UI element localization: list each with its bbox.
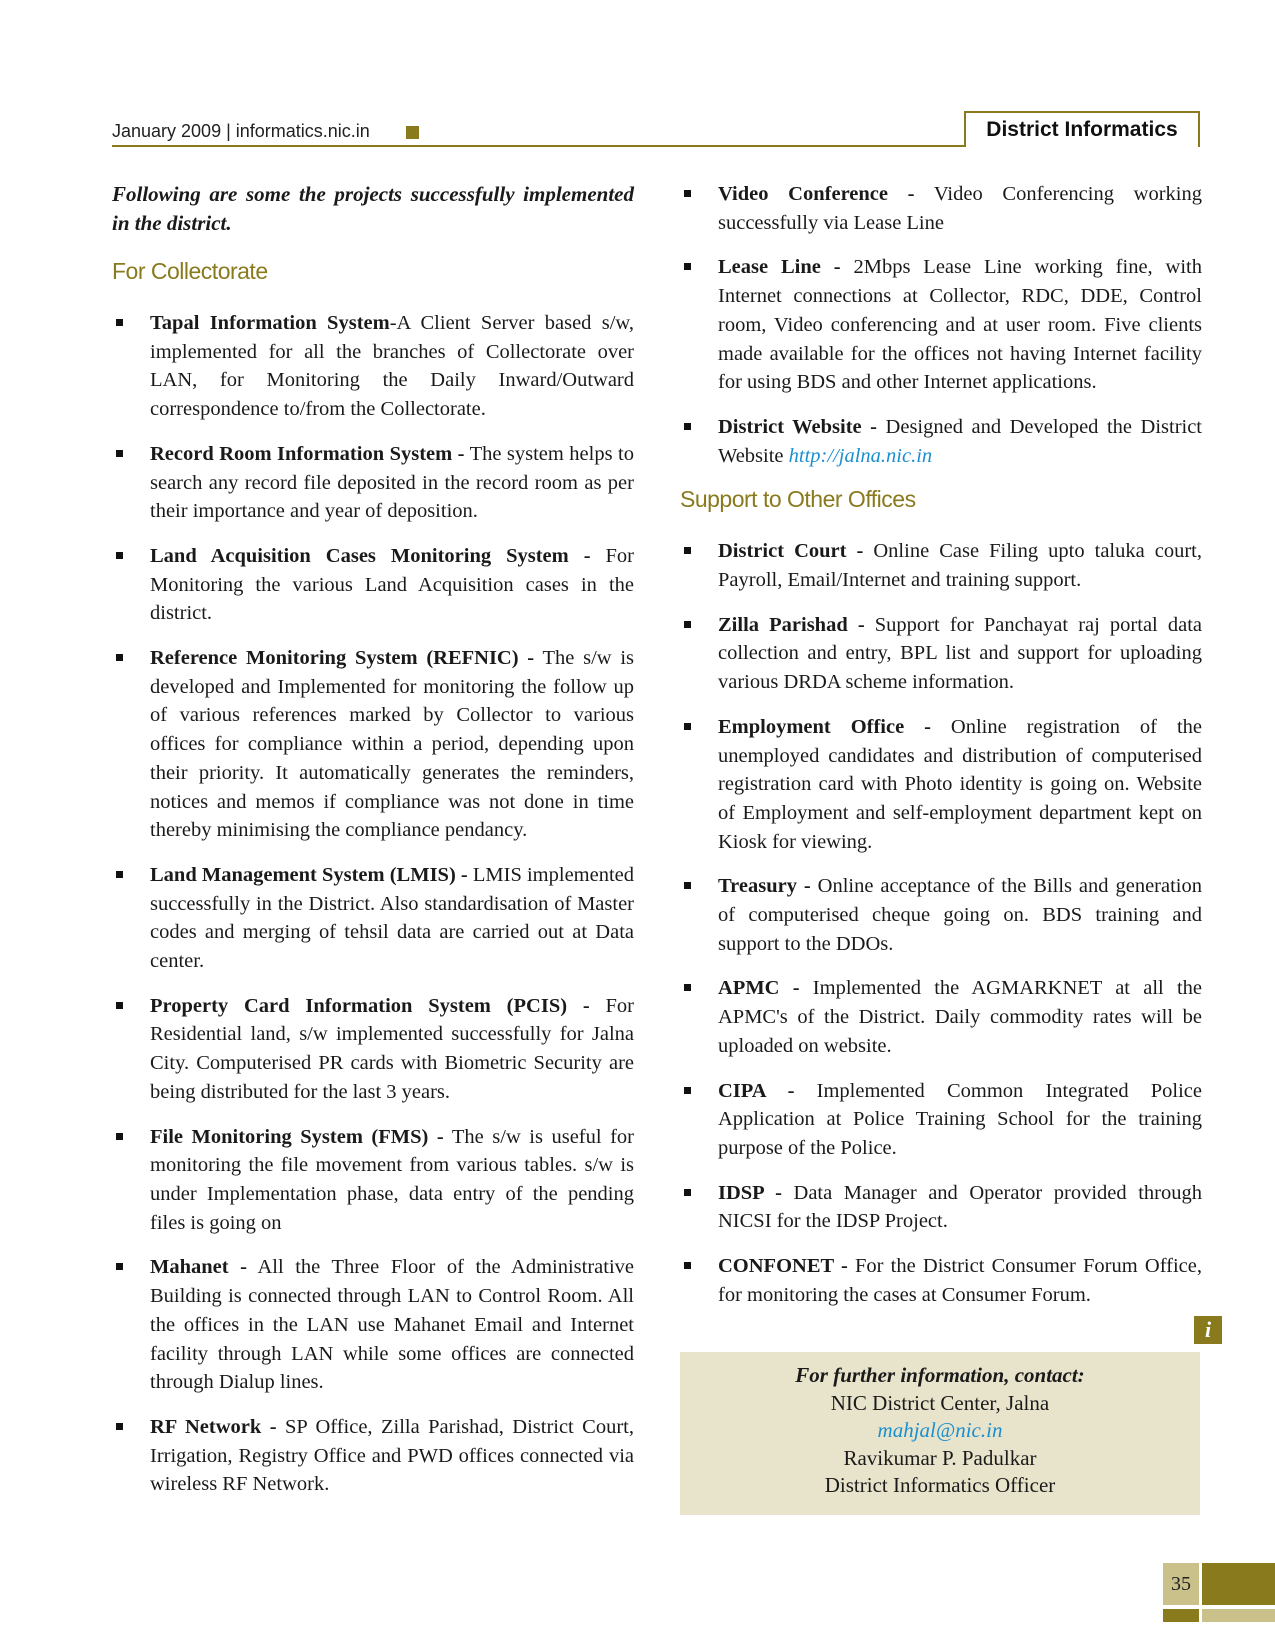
item-description: Implemented Common Integrated Police Application at Police Training School for the training purpose of the Police. [718, 1079, 1202, 1159]
list-item [680, 413, 1202, 470]
bullet-square-icon [684, 621, 691, 628]
other-offices-list [680, 537, 1202, 1309]
infrastructure-list [680, 180, 1202, 470]
list-item [112, 1253, 634, 1397]
list-item [112, 542, 634, 628]
section-heading-collectorate: For Collectorate [112, 258, 268, 284]
intro-text: Following are some the projects successfully implemented in the district. [112, 182, 634, 235]
bullet-square-icon [116, 1133, 123, 1140]
bullet-square-icon [684, 1189, 691, 1196]
item-title: Employment Office - [718, 715, 931, 738]
right-column [680, 180, 1202, 1326]
item-title: Mahanet - [150, 1256, 247, 1279]
list-item [112, 1413, 634, 1499]
page-corner-strip-left [1163, 1609, 1199, 1622]
bullet-square-icon [116, 871, 123, 878]
item-title: District Court - [718, 540, 864, 563]
left-column [112, 180, 634, 1515]
bullet-square-icon [684, 423, 691, 430]
list-item [680, 974, 1202, 1060]
item-description: 2Mbps Lease Line working fine, with Internet connections at Collector, RDC, DDE, Control room, Video conferencing and at user room. Five clients made available for the offices not having Internet facility for using BDS and other Internet applications. [718, 256, 1202, 394]
item-description: Online Case Filing upto taluka court, Payroll, Email/Internet and training support. [718, 540, 1202, 592]
item-description: SP Office, Zilla Parishad, District Court, Irrigation, Registry Office and PWD offices connected via wireless RF Network. [150, 1415, 635, 1496]
contact-heading: For further information, contact: [795, 1363, 1085, 1387]
bullet-square-icon [684, 1087, 691, 1094]
item-description: For Monitoring the various Land Acquisition cases in the district. [150, 544, 634, 625]
page-corner-block [1202, 1563, 1275, 1605]
list-item [112, 440, 634, 526]
bullet-square-icon [684, 1262, 691, 1269]
bullet-square-icon [116, 450, 123, 457]
item-description: Online registration of the unemployed candidates and distribution of computerised registration card with Photo identity is going on. Website of Employment and self-employment department kept on Kiosk for viewing. [718, 715, 1202, 853]
bullet-square-icon [684, 263, 691, 270]
item-title: Land Management System (LMIS) - [150, 863, 468, 886]
item-title: Land Acquisition Cases Monitoring System - [150, 544, 591, 567]
bullet-square-icon [116, 1423, 123, 1430]
item-title: CIPA - [718, 1079, 795, 1102]
item-title: RF Network - [150, 1415, 277, 1438]
section-heading-other-offices: Support to Other Offices [680, 486, 916, 513]
list-item [680, 1252, 1202, 1309]
item-description: Video Conferencing working successfully via Lease Line [718, 183, 1202, 234]
bullet-square-icon [684, 547, 691, 554]
item-title: Property Card Information System (PCIS) - [150, 994, 590, 1017]
contact-box [680, 1352, 1200, 1515]
item-description: Designed and Developed the District Website [718, 415, 1203, 467]
item-title: IDSP - [718, 1181, 782, 1204]
item-description: Support for Panchayat raj portal data collection and entry, BPL list and support for uploading various DRDA scheme information. [718, 613, 1203, 694]
list-item [680, 253, 1202, 397]
bullet-square-icon [116, 319, 123, 326]
item-description: Data Manager and Operator provided through NICSI for the IDSP Project. [718, 1181, 1202, 1233]
item-title: CONFONET - [718, 1255, 848, 1278]
list-item [680, 611, 1202, 697]
list-item [112, 1123, 634, 1238]
item-title: Tapal Information System [150, 312, 390, 334]
item-title: District Website - [718, 415, 878, 438]
item-description: The s/w is developed and Implemented for monitoring the follow up of various references marked by Collector to various offices for compliance within a period, depending upon their priority. It automatically generates the reminders, notices and memos if compliance was not done in time thereby minimising the compliance pendancy. [150, 647, 635, 842]
bullet-square-icon [116, 552, 123, 559]
item-title: Video Conference - [718, 183, 915, 205]
item-title: Reference Monitoring System (REFNIC) - [150, 647, 535, 670]
header-square-icon [406, 126, 419, 139]
item-description: LMIS implemented successfully in the District. Also standardisation of Master codes and merging of tehsil data are carried out at Data center. [150, 863, 635, 973]
bullet-square-icon [116, 1002, 123, 1009]
page-number: 35 [1163, 1563, 1199, 1605]
item-title: Treasury - [718, 875, 811, 898]
item-title: Record Room Information System - [150, 442, 465, 465]
bullet-square-icon [116, 654, 123, 661]
section-title-box: District Informatics [964, 111, 1200, 147]
contact-designation: District Informatics Officer [824, 1473, 1056, 1497]
contact-org: NIC District Center, Jalna [830, 1390, 1050, 1415]
item-title: APMC - [718, 977, 800, 1000]
header-date-site: January 2009 | informatics.nic.in [112, 121, 370, 141]
website-link[interactable]: http://jalna.nic.in [788, 444, 933, 467]
list-item [112, 992, 634, 1107]
list-item [112, 861, 634, 976]
contact-name: Ravikumar P. Padulkar [843, 1445, 1037, 1470]
item-description: All the Three Floor of the Administrative Building is connected through LAN to Control Room. All the offices in the LAN use Mahanet Email and Internet facility through LAN while some offices are connected through Dialup lines. [150, 1256, 635, 1394]
bullet-square-icon [684, 723, 691, 730]
item-description: For the District Consumer Forum Office, for monitoring the cases at Consumer Forum. [718, 1255, 1202, 1306]
list-item [680, 537, 1202, 594]
item-description: Online acceptance of the Bills and generation of computerised cheque going on. BDS training and support to the DDOs. [718, 875, 1202, 955]
bullet-square-icon [684, 882, 691, 889]
list-item [680, 713, 1202, 857]
list-item [680, 1179, 1202, 1236]
bullet-square-icon [684, 190, 691, 197]
item-title: Lease Line - [718, 256, 841, 279]
item-title: File Monitoring System (FMS) - [150, 1125, 444, 1148]
item-description: -A Client Server based s/w, implemented for all the branches of Collectorate over LAN, for Monitoring the Daily Inward/Outward correspondence to/from the Collectorate. [150, 312, 635, 421]
list-item [112, 309, 634, 424]
list-item [112, 644, 634, 845]
list-item [680, 872, 1202, 958]
info-icon: i [1194, 1316, 1222, 1344]
item-title: Zilla Parishad - [718, 613, 865, 636]
bullet-square-icon [684, 984, 691, 991]
page-corner-strip-right [1202, 1609, 1275, 1622]
item-description: The system helps to search any record file deposited in the record room as per their importance and year of deposition. [150, 442, 634, 523]
item-description: For Residential land, s/w implemented successfully for Jalna City. Computerised PR cards with Biometric Security are being distributed for the last 3 years. [150, 994, 634, 1103]
list-item [680, 1077, 1202, 1163]
collectorate-project-list [112, 309, 634, 1499]
item-description: Implemented the AGMARKNET at all the APMC's of the District. Daily commodity rates will be uploaded on website. [718, 977, 1203, 1057]
bullet-square-icon [116, 1263, 123, 1270]
item-description: The s/w is useful for monitoring the file movement from various tables. s/w is under Implementation phase, data entry of the pending files is going on [150, 1125, 634, 1234]
contact-email-link[interactable]: mahjal@nic.in [877, 1418, 1003, 1442]
list-item [680, 180, 1202, 237]
